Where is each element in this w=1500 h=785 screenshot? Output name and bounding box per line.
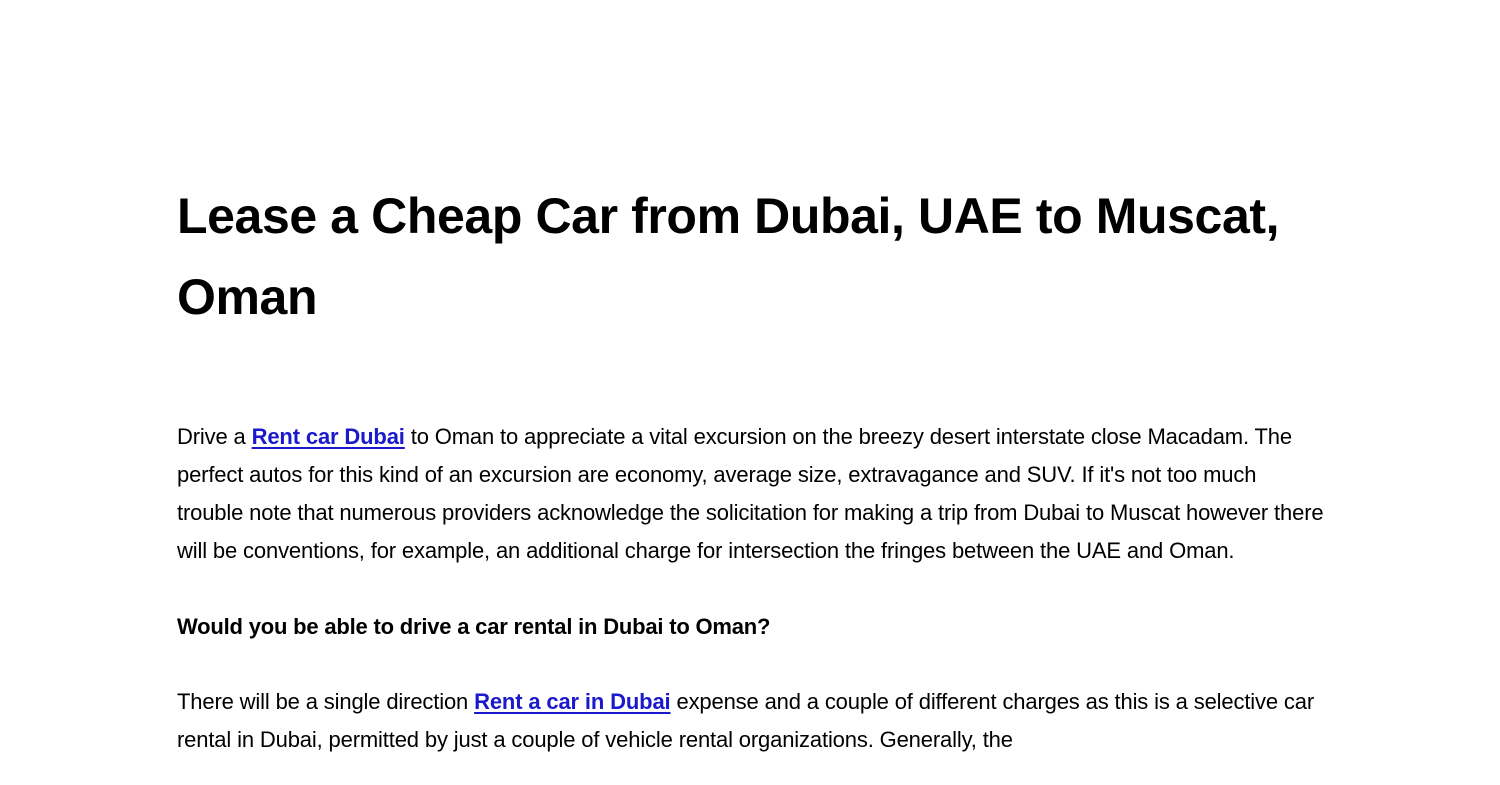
paragraph-second (177, 683, 1327, 759)
rent-a-car-in-dubai-link[interactable]: Rent a car in Dubai (474, 689, 671, 714)
question-heading: Would you be able to drive a car rental in Dubai to Oman? (177, 614, 771, 639)
document-title: Lease a Cheap Car from Dubai, UAE to Muscat, Oman (177, 188, 1280, 325)
rent-car-dubai-link[interactable]: Rent car Dubai (251, 424, 405, 449)
paragraph-intro (177, 418, 1327, 570)
paragraph-second-text-before: There will be a single direction (177, 689, 475, 714)
paragraph-second-text-after: expense and a couple of different charges as this is a selective car rental in Dubai, permitted by just a couple of vehicle rental organizations. Generally, the (177, 689, 1315, 752)
paragraph-intro-text-after: to Oman to appreciate a vital excursion on the breezy desert interstate close Macadam. The perfect autos for this kind of an excursion are economy, average size, extravagance and SUV. If it's not too much trouble note that numerous providers acknowledge the solicitation for making a trip from Dubai to Muscat however there will be conventions, for example, an additional charge for intersection the fringes between the UAE and Oman. (177, 424, 1324, 563)
document-body (177, 176, 1327, 759)
paragraph-intro-text-before: Drive a (177, 424, 252, 449)
